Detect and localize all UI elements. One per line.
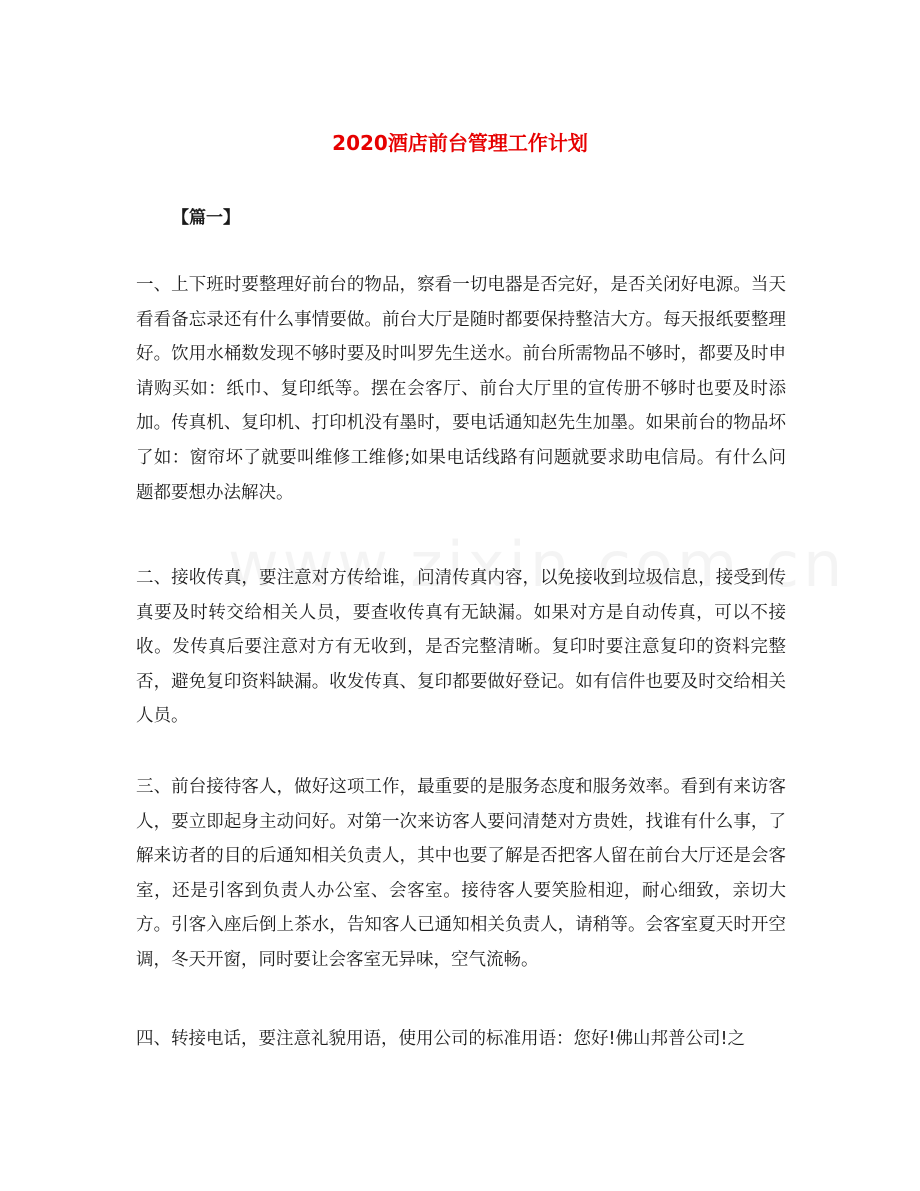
paragraph-2: 二、接收传真，要注意对方传给谁，问清传真内容，以免接收到垃圾信息，接受到传真要及时转交给相关人员，要查收传真有无缺漏。如果对方是自动传真，可以不接收。发传真后要注意对方有无收到，是否完整清晰。复印时要注意复印的资料完整否，避免复印资料缺漏。收发传真、复印都要做好登记。如有信件也要及时交给相关人员。 <box>136 568 786 727</box>
section-label: 【篇一】 <box>172 208 240 228</box>
paragraph-4: 四、转接电话，要注意礼貌用语，使用公司的标准用语：您好!佛山邦普公司!之 <box>136 1029 746 1049</box>
document-title: 2020酒店前台管理工作计划 <box>332 131 588 155</box>
paragraph-1: 一、上下班时要整理好前台的物品，察看一切电器是否完好，是否关闭好电源。当天看看备忘录还有什么事情要做。前台大厅是随时都要保持整洁大方。每天报纸要整理好。饮用水桶数发现不够时要及时叫罗先生送水。前台所需物品不够时，都要及时申请购买如：纸巾、复印纸等。摆在会客厅、前台大厅里的宣传册不够时也要及时添加。传真机、复印机、打印机没有墨时，要电话通知赵先生加墨。如果前台的物品坏了如：窗帘坏了就要叫维修工维修;如果电话线路有问题就要求助电信局。有什么问题都要想办法解决。 <box>136 275 786 503</box>
paragraph-3: 三、前台接待客人，做好这项工作，最重要的是服务态度和服务效率。看到有来访客人，要立即起身主动问好。对第一次来访客人要问清楚对方贵姓，找谁有什么事，了解来访者的目的后通知相关负责人，其中也要了解是否把客人留在前台大厅还是会客室，还是引客到负责人办公室、会客室。接待客人要笑脸相迎，耐心细致，亲切大方。引客入座后倒上茶水，告知客人已通知相关负责人，请稍等。会客室夏天时开空调，冬天开窗，同时要让会客室无异味，空气流畅。 <box>136 777 786 970</box>
